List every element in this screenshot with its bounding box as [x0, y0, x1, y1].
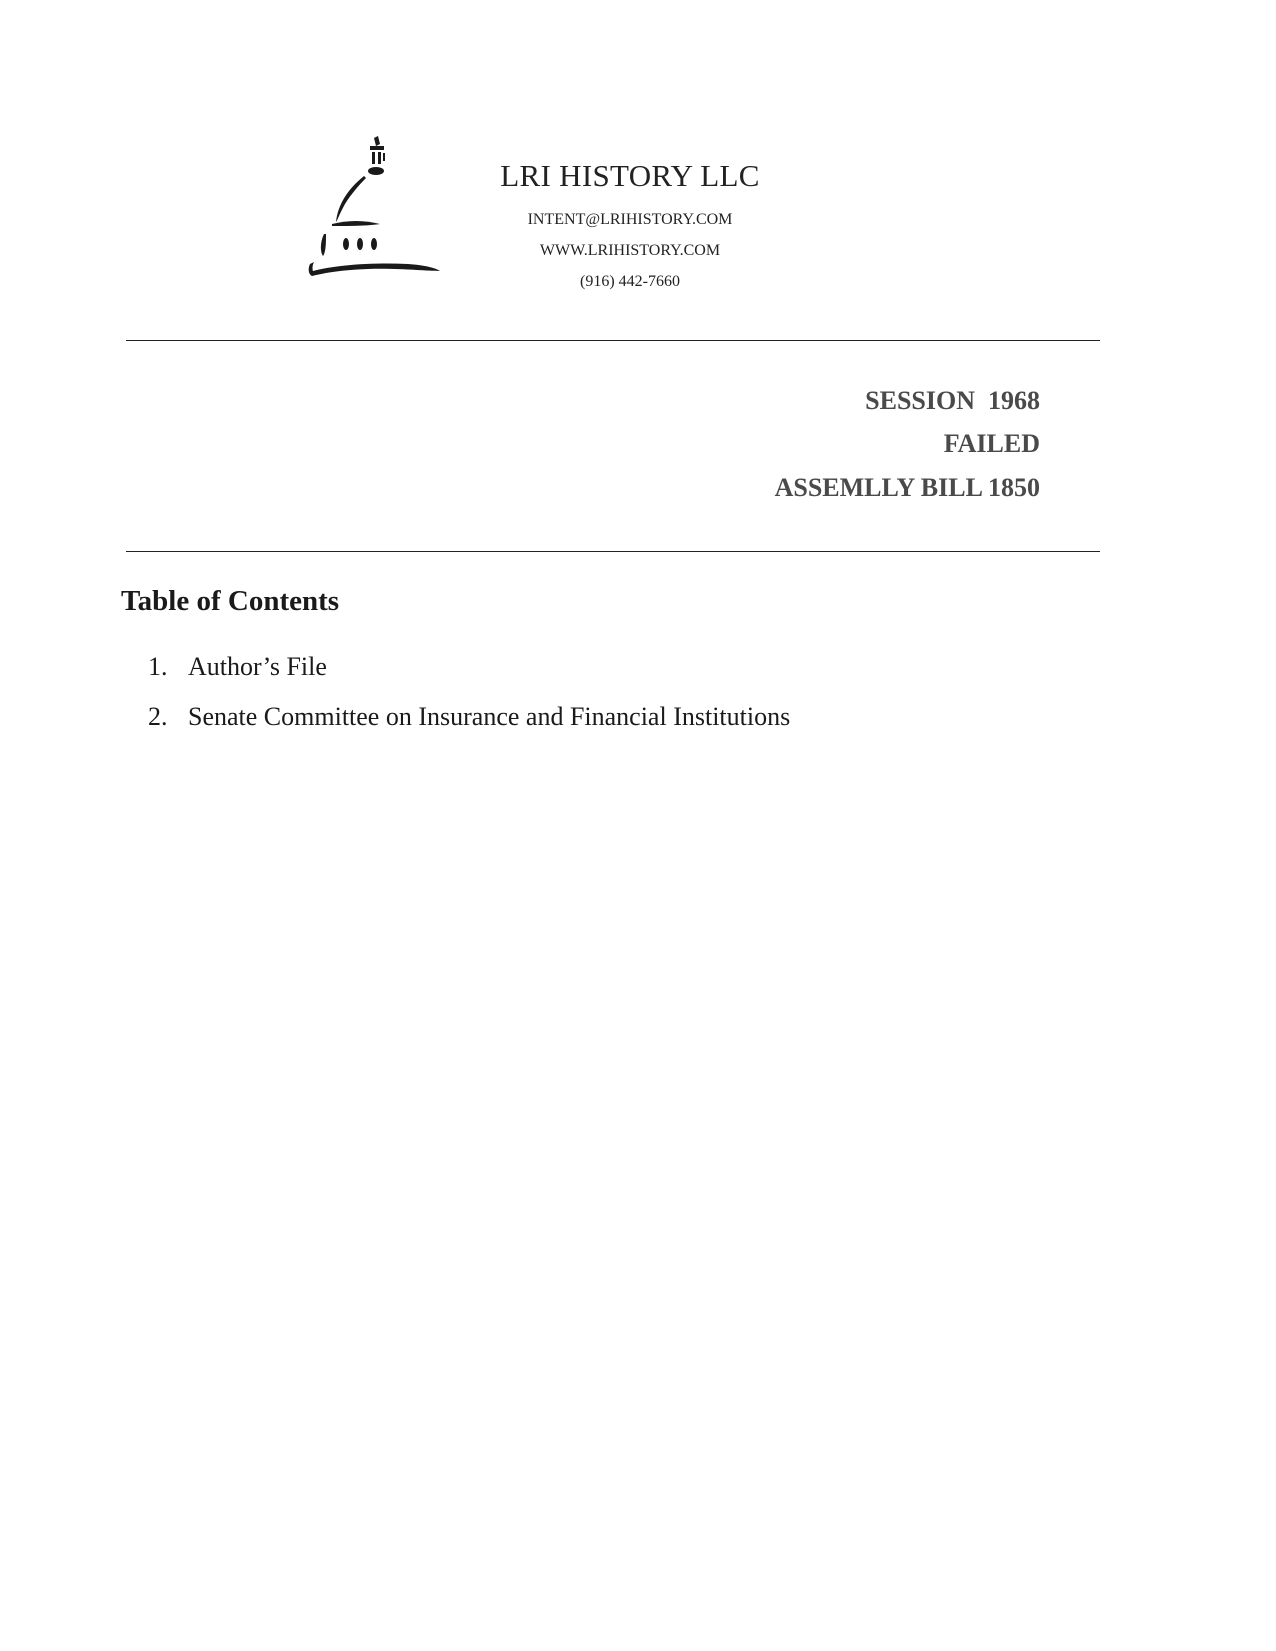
toc-item	[148, 650, 790, 700]
bill-status: FAILED	[943, 429, 1040, 458]
company-website: WWW.LRIHISTORY.COM	[539, 242, 721, 259]
toc-title: Table of Contents	[121, 585, 340, 617]
company-phone: (916) 442-7660	[580, 273, 680, 290]
top-divider	[126, 340, 1100, 341]
bottom-divider	[126, 551, 1100, 552]
toc-item-number: 2.	[148, 702, 168, 731]
bill-number: ASSEMLLY BILL 1850	[774, 473, 1040, 502]
toc-item-label: Author’s File	[188, 652, 327, 681]
company-email: INTENT@LRIHISTORY.COM	[527, 211, 733, 228]
toc-item-number: 1.	[148, 652, 168, 681]
toc-item-label: Senate Committee on Insurance and Financial Institutions	[188, 702, 791, 731]
company-name: LRI HISTORY LLC	[500, 158, 760, 193]
bill-session: SESSION 1968	[865, 386, 1040, 415]
toc-item	[148, 700, 790, 750]
toc-list	[148, 650, 790, 750]
